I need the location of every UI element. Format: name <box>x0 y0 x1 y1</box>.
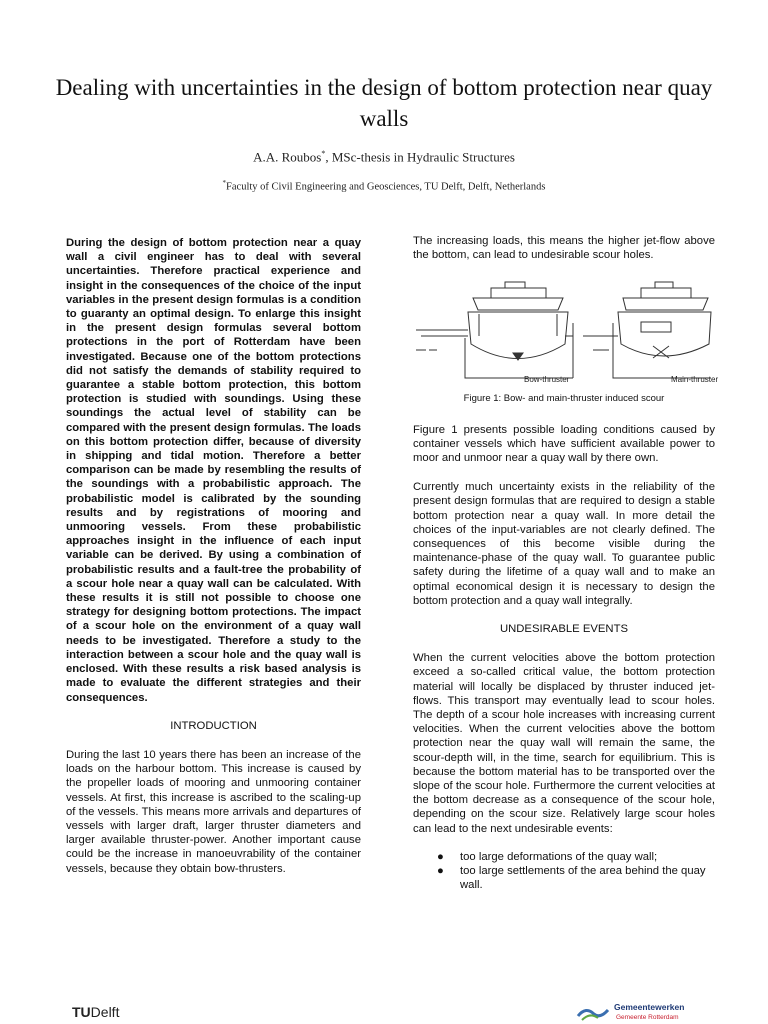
undesirable-list <box>413 850 715 893</box>
figure-paragraph: Figure 1 presents possible loading conditions caused by container vessels which have sufficient available power to moor and unmoor near a quay wall by there own. <box>413 423 715 465</box>
undesirable-heading: UNDESIRABLE EVENTS <box>499 623 629 636</box>
gemeentewerken-sub: Gemeente Rotterdam <box>616 1014 679 1021</box>
gemeentewerken-icon <box>576 1002 610 1024</box>
author-mark: * <box>321 149 326 158</box>
gemeentewerken-name: Gemeentewerken <box>614 1002 685 1012</box>
bullet-icon: ● <box>437 850 444 863</box>
figure-caption: Figure 1: Bow- and main-thruster induced scour <box>463 393 665 405</box>
main-thruster-label: Main-thruster <box>671 375 719 385</box>
list-item-text: too large settlements of the area behind the quay wall. <box>460 865 706 892</box>
introduction-text: During the last 10 years there has been an increase of the loads on the harbour bottom. This increase is caused by the propeller loads of mooring and unmooring container vessels. At first, this increase is ascribed to the scaling-up of the vessels. This means more arrivals and departures of vessels with larger draft, larger thruster diameters and larger available thruster-power. Another important cause could be the increase in manoeuvrability of the container vessels, because they obtain bow-thrusters. <box>66 748 361 875</box>
affiliation-mark: * <box>222 179 227 187</box>
affiliation <box>0 179 768 193</box>
paper-title: Dealing with uncertainties in the design of bottom protection near quay walls <box>55 75 713 131</box>
right-intro: The increasing loads, this means the higher jet-flow above the bottom, can lead to undesirable scour holes. <box>413 235 715 262</box>
figure-thruster-scour <box>413 278 719 390</box>
bow-thruster-label: Bow-thruster <box>524 375 570 385</box>
introduction-heading: INTRODUCTION <box>170 719 257 732</box>
tudelft-logo <box>72 1004 119 1020</box>
left-column <box>66 236 361 876</box>
right-column <box>413 234 719 893</box>
bullet-icon: ● <box>437 865 444 878</box>
list-item-text: too large deformations of the quay wall; <box>460 850 658 863</box>
list-item <box>413 850 715 864</box>
tu-logo-suffix: Delft <box>90 1004 120 1020</box>
figure-illustration <box>413 278 719 390</box>
author-name: A.A. Roubos <box>253 149 322 165</box>
abstract: During the design of bottom protection near a quay wall a civil engineer has to deal with several uncertainties. Therefore practical experience and insight in the consequences of the choice of the input variables in the present design formulas is a condition to guaranty an optimal design. To enlarge this insight in the present design formulas several bottom protections in the port of Rotterdam have been investigated. Because one of the bottom protections did not satisfy the demands of stability required to guarantee a stable bottom protection, this bottom protection is studied with soundings. Using these soundings the actual level of stability can be compared with the present design formulas. The loads on this bottom protection differ, because of diversity in shipping and tidal motion. Therefore a better comparison can be made by resembling the results of the soundings with a probabilistic approach. The probabilistic model is calibrated by the sounding results and by registrations of mooring and unmooring vessels. From these probabilistic approaches insight in the influence of each input variable can be derived. By using a combination of probabilistic results and a fault-tree the probability of a scour hole near a quay wall can be calculated. With these results it is still not possible to choose one strategy for designing bottom protections. The impact of a scour hole on the environment of a quay wall needs to be investigated. Therefore a study to the interaction between a scour hole and the quay wall is enclosed. With these results a risk based analysis is made to evaluate the different strategies and their consequences. <box>66 237 361 704</box>
affiliation-text: Faculty of Civil Engineering and Geosciences, TU Delft, Delft, Netherlands <box>226 181 546 193</box>
gemeentewerken-logo <box>576 1002 706 1024</box>
tu-logo-prefix: TU <box>72 1004 91 1020</box>
list-item <box>413 864 715 892</box>
undesirable-text: When the current velocities above the bottom protection exceed a so-called critical value, the bottom protection material will locally be displaced by thruster induced jet-flows. This transport may eventually lead to scour holes. The depth of a scour hole increases with increasing current velocities. When the current velocities above the bottom protection near the quay wall will remain the same, the scour-depth will, in the time, search for equilibrium. This is because the bottom material has to be transported over the slope of the scour hole. Furthermore the current velocities at the bottom decrease as a consequence of the scour hole, depending on the scour size. Relatively large scour holes can lead to the next undesirable events: <box>413 652 715 835</box>
uncertainty-paragraph: Currently much uncertainty exists in the reliability of the present design formulas that are required to design a stable bottom protection near a quay wall. In more detail the choices of the input-variables are not clearly defined. The consequences of this become visible during the maintenance-phase of the quay wall. To guarantee public safety during the lifetime of a quay wall and to make an optimal economical design it is necessary to design the bottom protection and a quay wall integrally. <box>413 481 715 607</box>
author-suffix: , MSc-thesis in Hydraulic Structures <box>325 149 515 165</box>
author-line <box>0 149 768 165</box>
